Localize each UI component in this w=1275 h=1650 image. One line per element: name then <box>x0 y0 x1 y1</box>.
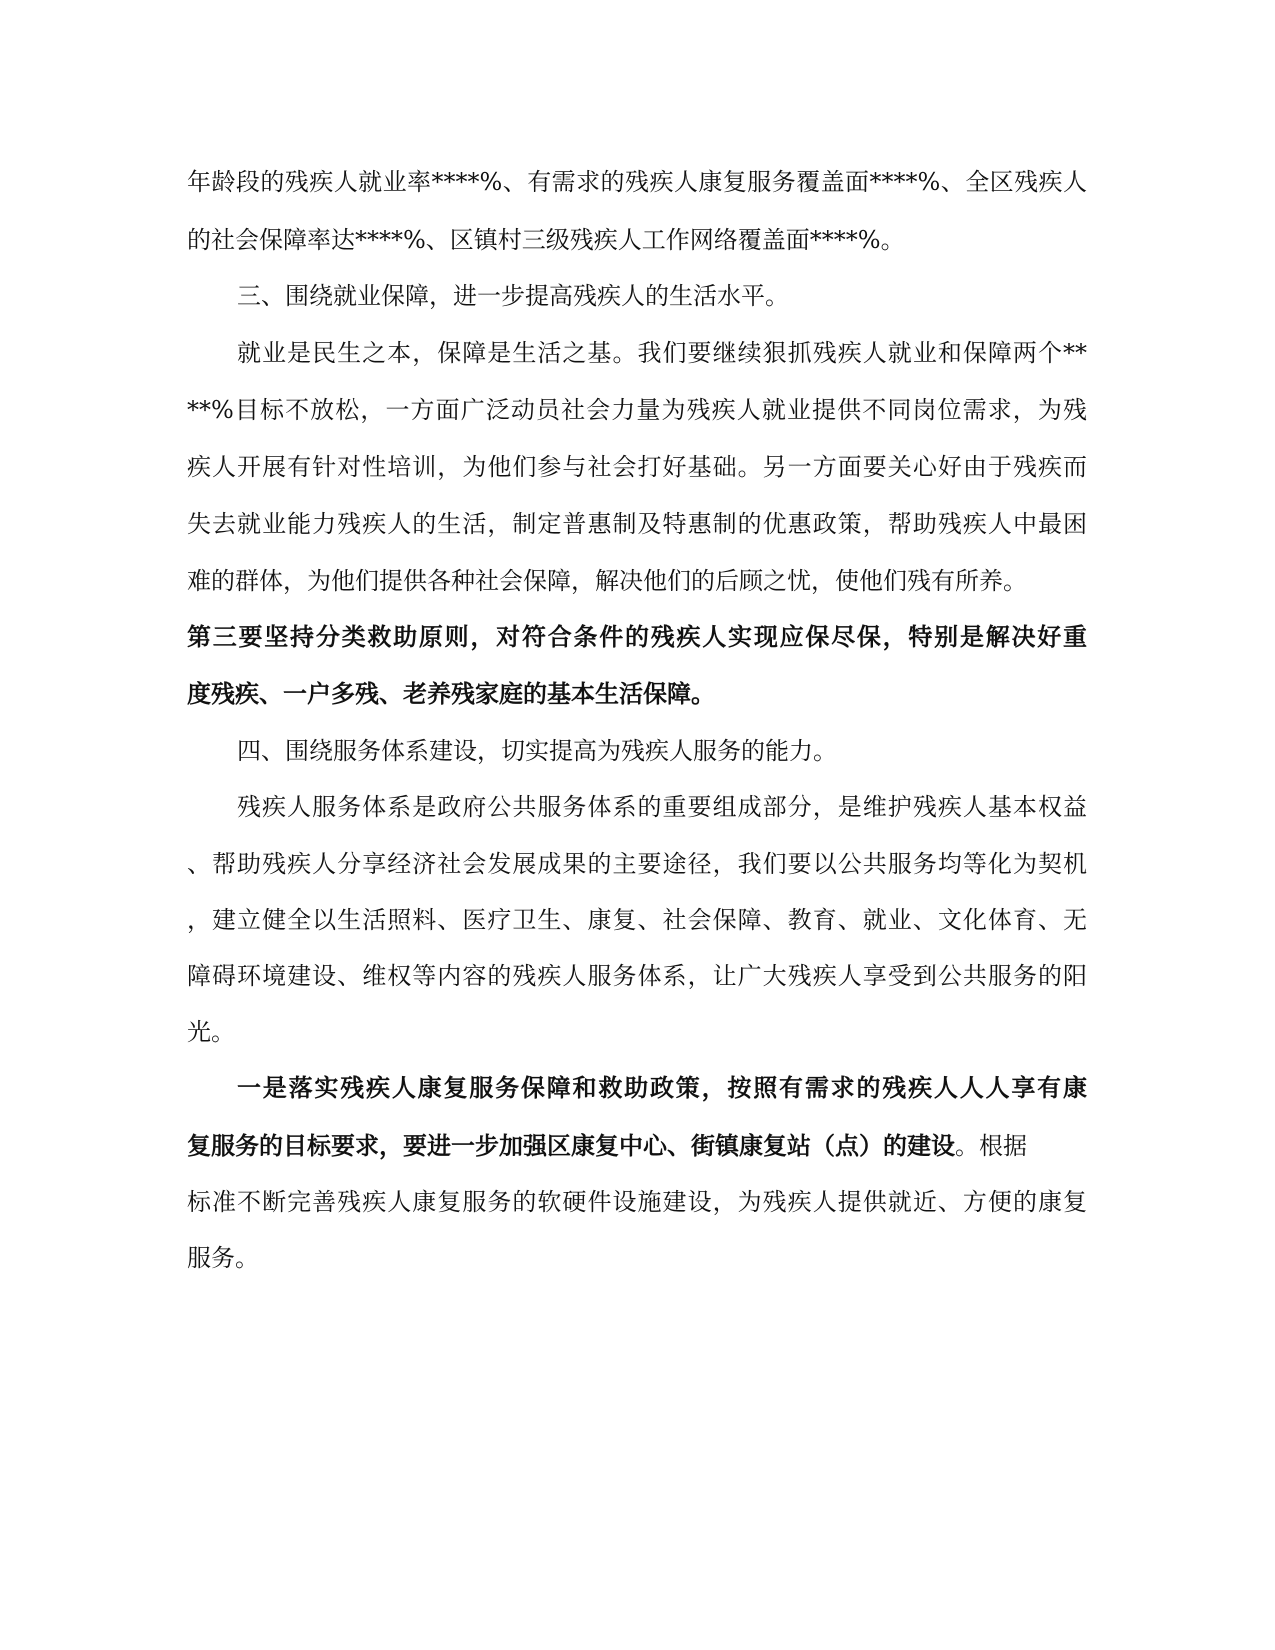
paragraph-line: 疾人开展有针对性培训，为他们参与社会打好基础。另一方面要关心好由于残疾而 <box>187 453 1087 481</box>
paragraph-line: 失去就业能力残疾人的生活，制定普惠制及特惠制的优惠政策，帮助残疾人中最困 <box>187 510 1087 538</box>
paragraph-line: 、帮助残疾人分享经济社会发展成果的主要途径，我们要以公共服务均等化为契机 <box>187 850 1087 878</box>
paragraph-line: 光。 <box>187 1018 235 1046</box>
bold-paragraph-line: 第三要坚持分类救助原则，对符合条件的残疾人实现应保尽保，特别是解决好重 <box>187 622 1087 651</box>
section-heading: 三、围绕就业保障，进一步提高残疾人的生活水平。 <box>237 282 789 310</box>
paragraph-line: 服务。 <box>187 1244 259 1272</box>
paragraph-line: 年龄段的残疾人就业率****%、有需求的残疾人康复服务覆盖面****%、全区残疾人 <box>187 168 1087 196</box>
paragraph-line: 的社会保障率达****%、区镇村三级残疾人工作网络覆盖面****%。 <box>187 226 905 254</box>
paragraph-line: 就业是民生之本，保障是生活之基。我们要继续狠抓残疾人就业和保障两个** <box>237 339 1087 367</box>
paragraph-line: **%目标不放松，一方面广泛动员社会力量为残疾人就业提供不同岗位需求，为残 <box>187 396 1087 424</box>
bold-text-segment: 复服务的目标要求，要进一步加强区康复中心、街镇康复站（点）的建设 <box>187 1131 955 1160</box>
normal-text-segment: 。根据 <box>955 1132 1027 1160</box>
section-heading: 四、围绕服务体系建设，切实提高为残疾人服务的能力。 <box>237 737 837 765</box>
paragraph-line: 标准不断完善残疾人康复服务的软硬件设施建设，为残疾人提供就近、方便的康复 <box>187 1188 1087 1216</box>
paragraph-line: 难的群体，为他们提供各种社会保障，解决他们的后顾之忧，使他们残有所养。 <box>187 567 1027 595</box>
paragraph-line: 残疾人服务体系是政府公共服务体系的重要组成部分，是维护残疾人基本权益 <box>237 793 1087 821</box>
bold-paragraph-line: 度残疾、一户多残、老养残家庭的基本生活保障。 <box>187 679 715 708</box>
paragraph-line: ，建立健全以生活照料、医疗卫生、康复、社会保障、教育、就业、文化体育、无 <box>187 906 1087 934</box>
bold-paragraph-line <box>187 1130 1087 1162</box>
paragraph-line: 障碍环境建设、维权等内容的残疾人服务体系，让广大残疾人享受到公共服务的阳 <box>187 962 1087 990</box>
bold-paragraph-line: 一是落实残疾人康复服务保障和救助政策，按照有需求的残疾人人人享有康 <box>237 1073 1087 1102</box>
